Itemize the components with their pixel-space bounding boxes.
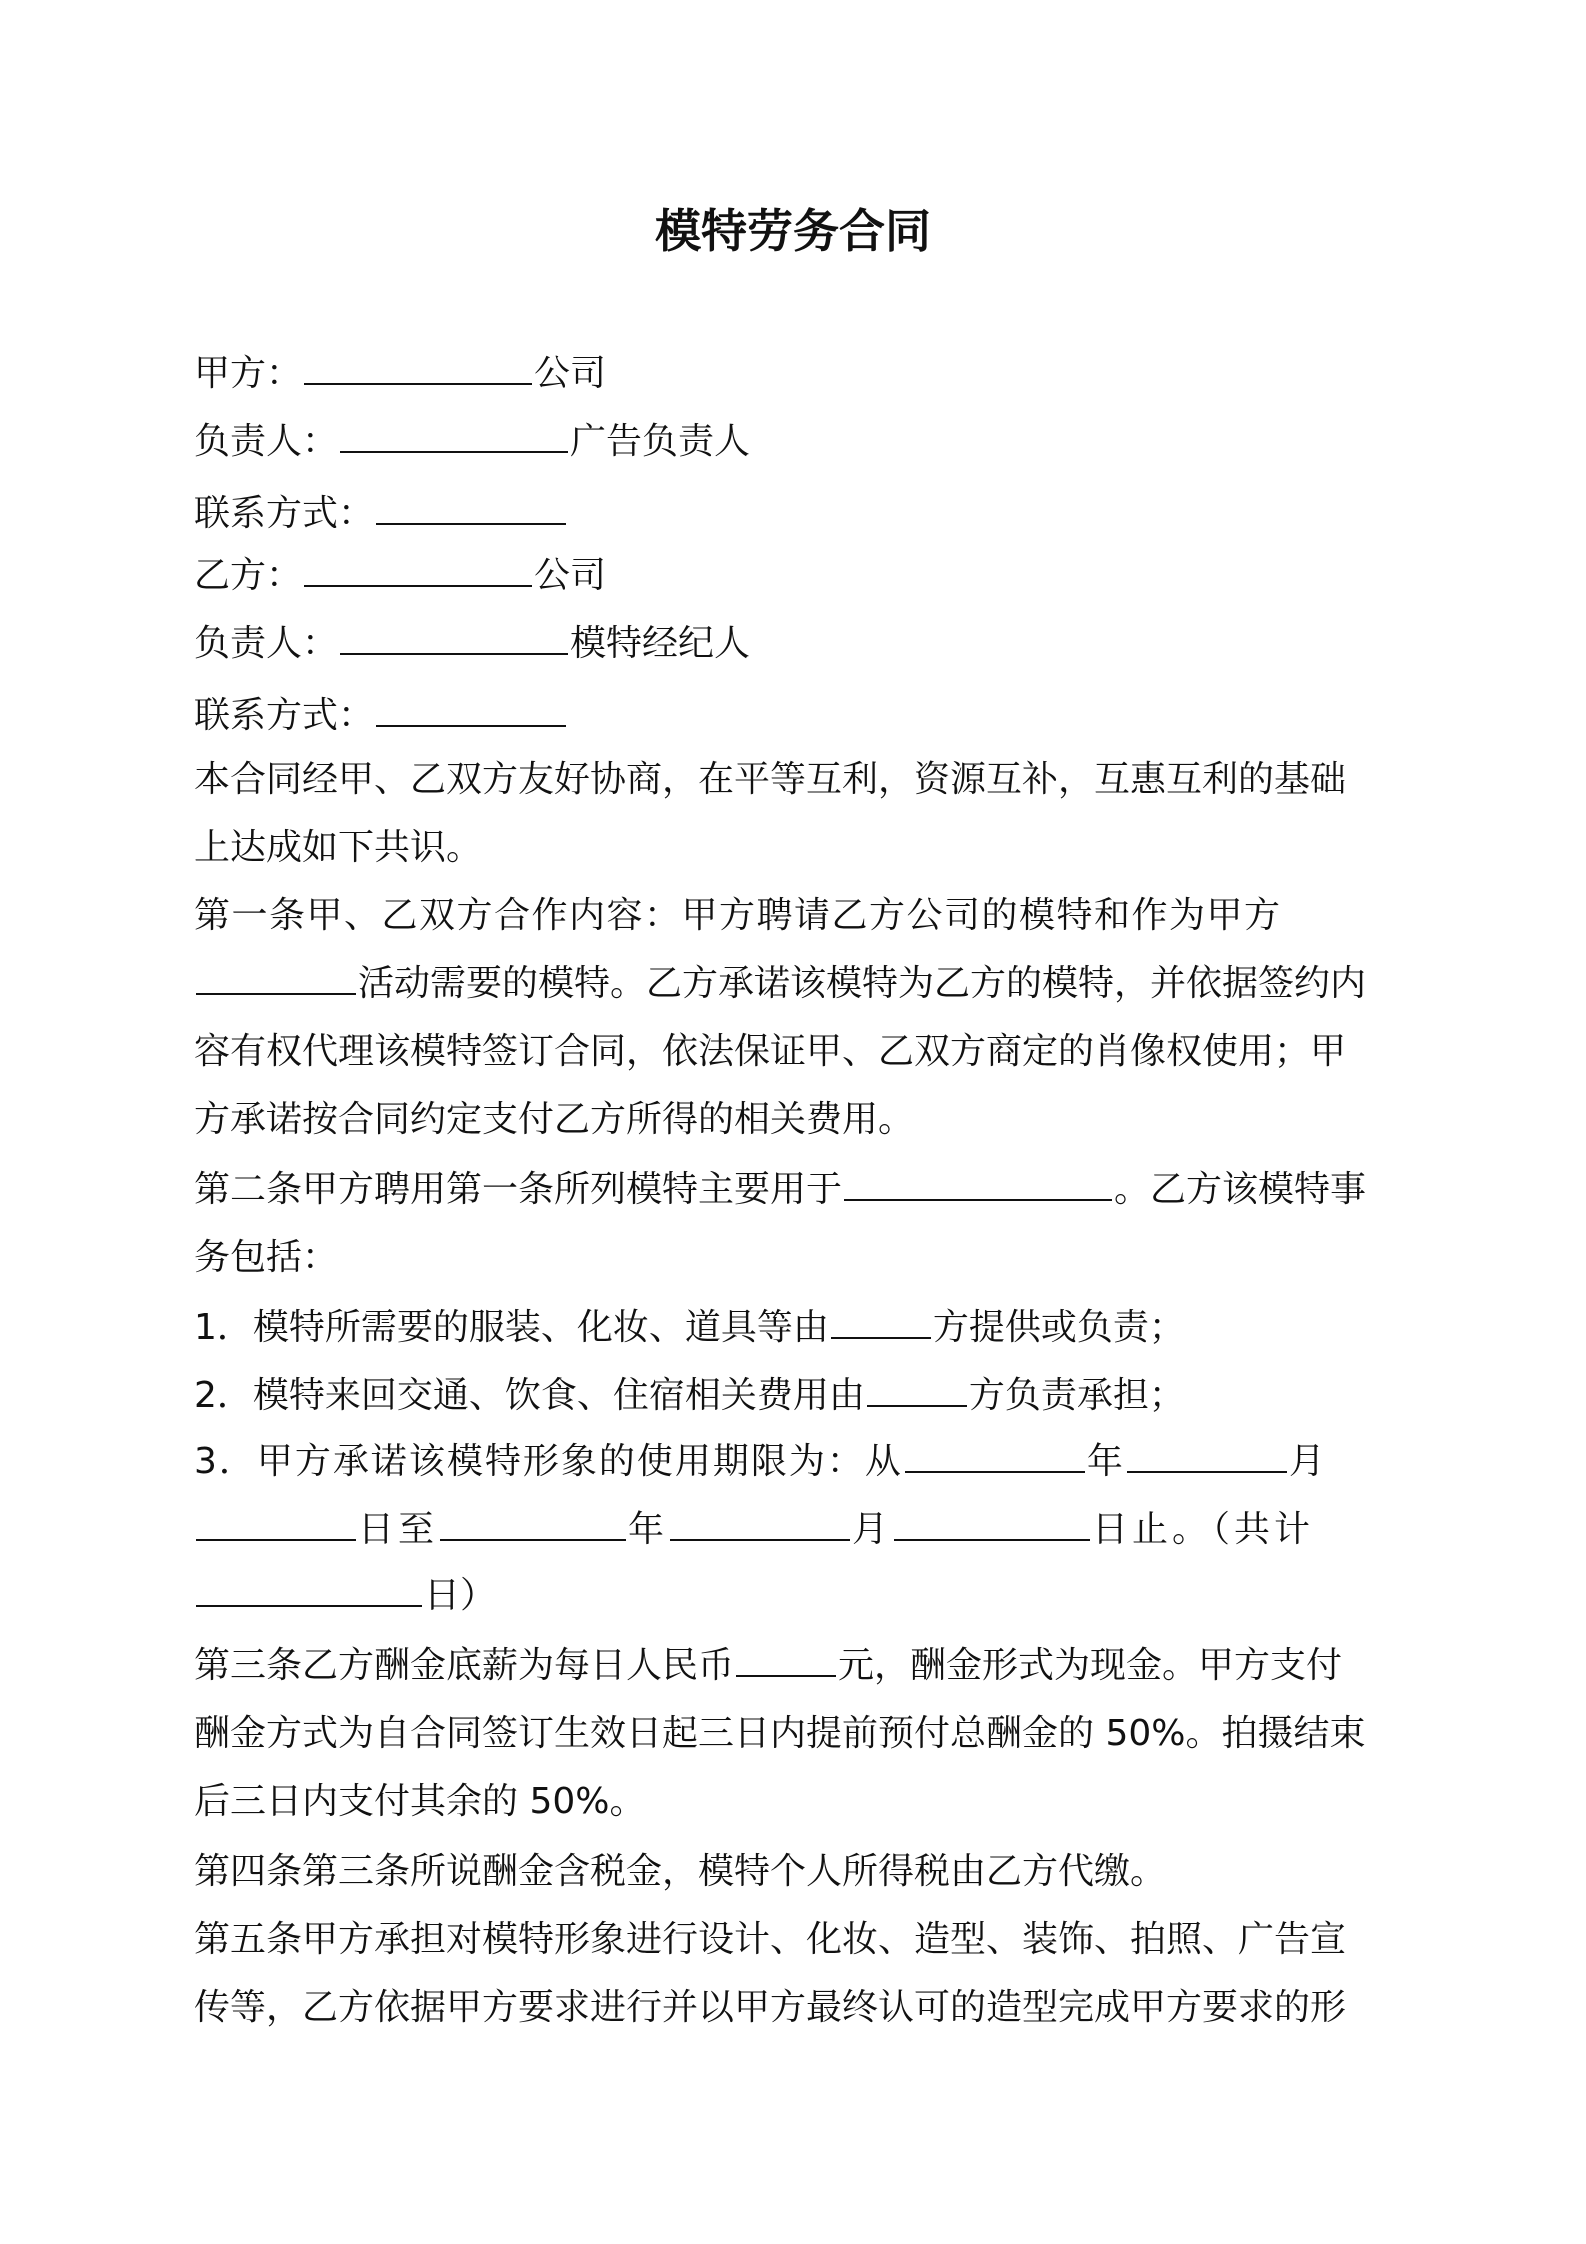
party-a-name-blank bbox=[304, 351, 532, 385]
party-a-label: 甲方： bbox=[194, 353, 303, 394]
article-1-line-3: 容有权代理该模特签订合同，依法保证甲、乙双方商定的肖像权使用；甲 bbox=[194, 1031, 1347, 1072]
daily-fee-blank bbox=[736, 1643, 836, 1677]
item-3-line-3 bbox=[194, 1570, 496, 1622]
total-days-blank bbox=[196, 1573, 422, 1607]
article-4: 第四条第三条所说酬金含税金，模特个人所得税由乙方代缴。 bbox=[194, 1851, 1167, 1892]
party-a-rep-suffix: 广告负责人 bbox=[570, 421, 751, 462]
document-title: 模特劳务合同 bbox=[655, 204, 931, 258]
party-a-rep-blank bbox=[340, 419, 568, 453]
party-b-contact-blank bbox=[376, 693, 566, 727]
article-2-line-1 bbox=[194, 1164, 1366, 1216]
item-3-line-1 bbox=[194, 1436, 1327, 1488]
party-b-rep-line bbox=[194, 618, 750, 670]
article-2-text-a: 第二条甲方聘用第一条所列模特主要用于 bbox=[194, 1169, 843, 1210]
party-a-contact-label: 联系方式： bbox=[194, 493, 375, 534]
item-3-line-2 bbox=[194, 1504, 1314, 1556]
article-5-line-2: 传等，乙方依据甲方要求进行并以甲方最终认可的造型完成甲方要求的形 bbox=[194, 1987, 1347, 2028]
item-3-day-to-label: 日至 bbox=[358, 1509, 439, 1550]
item-2-text-b: 方负责承担； bbox=[968, 1375, 1185, 1416]
item-1-text-a: 1．模特所需要的服装、化妆、道具等由 bbox=[194, 1307, 829, 1348]
item-3-year2-label: 年 bbox=[628, 1509, 669, 1550]
intro-line-1: 本合同经甲、乙双方友好协商，在平等互利，资源互补，互惠互利的基础 bbox=[194, 759, 1347, 800]
usage-purpose-blank bbox=[844, 1167, 1112, 1201]
party-a-rep-label: 负责人： bbox=[194, 421, 339, 462]
party-a-line bbox=[194, 348, 606, 400]
party-a-contact-line bbox=[194, 488, 568, 540]
article-1-line-2 bbox=[194, 958, 1366, 1010]
item-2-party-blank bbox=[867, 1373, 967, 1407]
party-b-rep-blank bbox=[340, 621, 568, 655]
article-1-line-4: 方承诺按合同约定支付乙方所得的相关费用。 bbox=[194, 1099, 915, 1140]
item-3-month2-label: 月 bbox=[852, 1509, 893, 1550]
party-b-label: 乙方： bbox=[194, 555, 303, 596]
party-b-suffix: 公司 bbox=[534, 555, 607, 596]
party-b-contact-label: 联系方式： bbox=[194, 695, 375, 736]
item-1-text-b: 方提供或负责； bbox=[932, 1307, 1185, 1348]
party-b-rep-suffix: 模特经纪人 bbox=[570, 623, 751, 664]
party-a-rep-line bbox=[194, 416, 750, 468]
article-3-line-1 bbox=[194, 1640, 1342, 1692]
item-3-day-end-label: 日止。（共计 bbox=[1092, 1509, 1315, 1550]
end-year-blank bbox=[440, 1507, 626, 1541]
party-b-contact-line bbox=[194, 690, 568, 742]
party-a-suffix: 公司 bbox=[534, 353, 607, 394]
event-name-blank bbox=[196, 961, 356, 995]
start-year-blank bbox=[905, 1439, 1085, 1473]
party-b-line bbox=[194, 550, 606, 602]
item-1-party-blank bbox=[831, 1305, 931, 1339]
article-5-line-1: 第五条甲方承担对模特形象进行设计、化妆、造型、装饰、拍照、广告宣 bbox=[194, 1919, 1347, 1960]
end-month-blank bbox=[670, 1507, 850, 1541]
article-3-text-b: 元，酬金形式为现金。甲方支付 bbox=[838, 1645, 1343, 1686]
article-1-line-1: 第一条甲、乙双方合作内容：甲方聘请乙方公司的模特和作为甲方 bbox=[194, 895, 1282, 936]
end-day-blank bbox=[894, 1507, 1090, 1541]
item-2 bbox=[194, 1370, 1185, 1422]
item-3-days-label: 日） bbox=[424, 1575, 497, 1616]
party-b-name-blank bbox=[304, 553, 532, 587]
party-a-contact-blank bbox=[376, 491, 566, 525]
intro-line-2: 上达成如下共识。 bbox=[194, 827, 483, 868]
article-2-text-b: 。乙方该模特事 bbox=[1114, 1169, 1367, 1210]
item-3-month-label: 月 bbox=[1288, 1441, 1327, 1482]
article-3-line-3: 后三日内支付其余的 50%。 bbox=[194, 1781, 646, 1822]
item-1 bbox=[194, 1302, 1185, 1354]
article-1-line-2-text: 活动需要的模特。乙方承诺该模特为乙方的模特，并依据签约内 bbox=[358, 963, 1367, 1004]
party-b-rep-label: 负责人： bbox=[194, 623, 339, 664]
item-2-text-a: 2．模特来回交通、饮食、住宿相关费用由 bbox=[194, 1375, 865, 1416]
start-month-blank bbox=[1127, 1439, 1287, 1473]
article-3-line-2: 酬金方式为自合同签订生效日起三日内提前预付总酬金的 50%。拍摄结束 bbox=[194, 1713, 1366, 1754]
article-3-text-a: 第三条乙方酬金底薪为每日人民币 bbox=[194, 1645, 735, 1686]
item-3-year-label: 年 bbox=[1086, 1441, 1125, 1482]
item-3-text-a: 3．甲方承诺该模特形象的使用期限为：从 bbox=[194, 1441, 903, 1482]
article-2-line-2: 务包括： bbox=[194, 1237, 339, 1278]
start-day-blank bbox=[196, 1507, 356, 1541]
